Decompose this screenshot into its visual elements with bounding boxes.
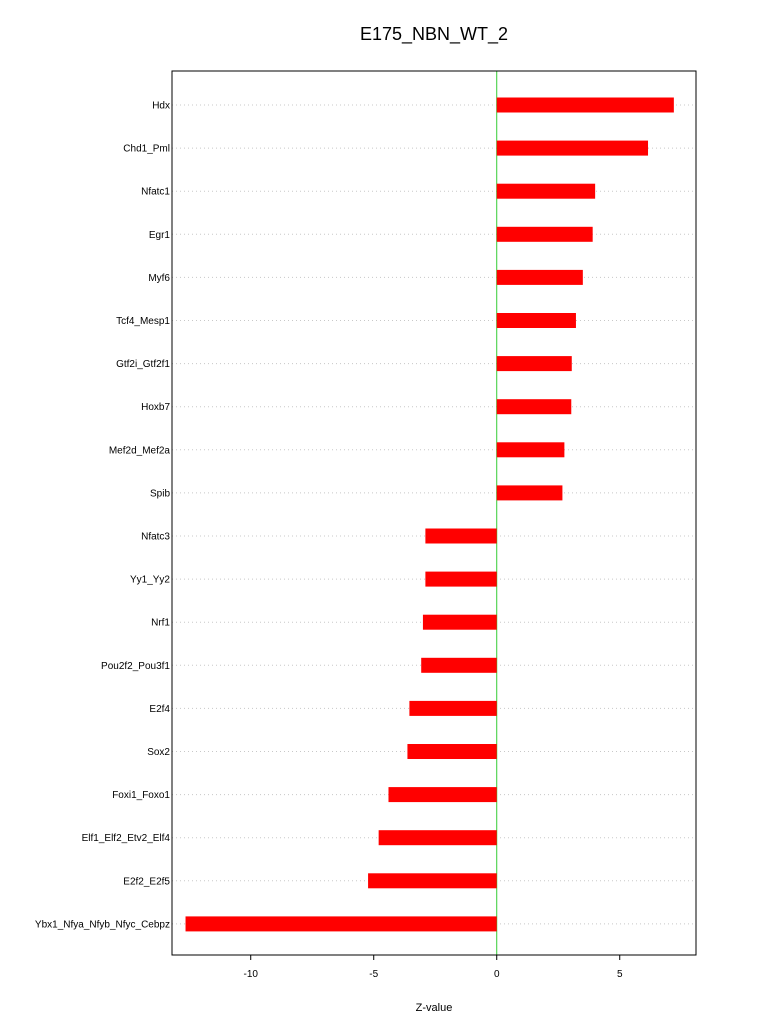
y-tick-label: E2f4 [149,703,170,715]
bar [497,485,563,500]
y-tick-label: Pou2f2_Pou3f1 [101,660,170,672]
y-tick-label: Spib [149,488,170,500]
y-tick-labels [35,101,171,931]
y-tick-label: Nfatc3 [141,531,170,543]
x-tick-label: 0 [493,969,500,980]
bar [425,572,496,587]
bar [497,141,648,156]
bar [497,399,572,414]
x-axis-title: Z-value [415,1002,453,1014]
y-tick-label: Egr1 [148,229,170,241]
y-tick-label: Ybx1_Nfya_Nfyb_Nfyc_Cebpz [34,919,170,931]
y-tick-label: Elf1_Elf2_Etv2_Elf4 [81,833,170,845]
bar [497,313,576,328]
y-tick-label: Gtf2i_Gtf2f1 [116,359,170,371]
x-tick-label: 5 [616,969,623,980]
y-tick-label: Myf6 [148,272,170,284]
plot-frame [172,71,696,955]
x-tick-label: -10 [243,969,258,980]
bars [186,98,674,932]
x-tick-label: -5 [369,969,379,980]
bar [497,184,595,199]
bar [497,270,583,285]
bar [423,615,497,630]
y-tick-label: E2f2_E2f5 [123,876,170,888]
y-tick-label: Hdx [152,100,170,112]
bar [497,442,565,457]
bar [379,830,497,845]
y-tick-label: Yy1_Yy2 [129,574,170,586]
bar [497,98,674,113]
bar [421,658,497,673]
y-tick-label: Nfatc1 [141,186,170,198]
bar [409,701,496,716]
y-tick-label: Tcf4_Mesp1 [116,316,170,327]
y-tick-label: Foxi1_Foxo1 [112,790,170,802]
bar [186,916,497,931]
bar [407,744,496,759]
y-tick-label: Mef2d_Mef2a [108,445,170,457]
bar [388,787,496,802]
x-axis [243,955,622,980]
y-tick-label: Sox2 [147,747,170,758]
bar [497,356,572,371]
bar [425,529,496,544]
y-tick-label: Nrf1 [151,617,170,629]
y-tick-label: Chd1_Pml [123,143,170,155]
chart-title: E175_NBN_WT_2 [359,24,509,44]
bar [368,873,497,888]
bar [497,227,593,242]
y-tick-label: Hoxb7 [141,402,170,414]
